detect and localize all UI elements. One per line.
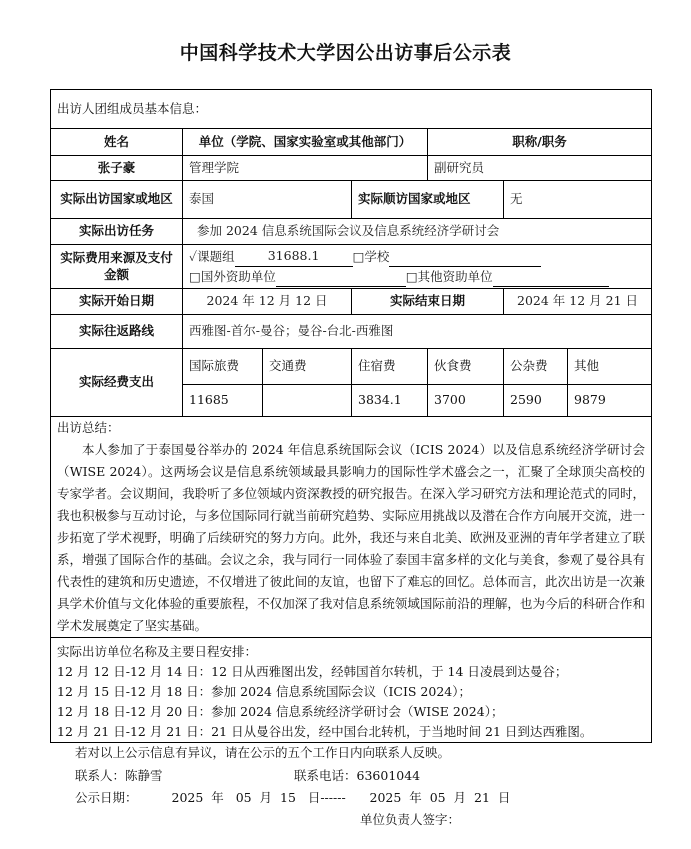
expense-header: 国际旅费 <box>183 349 263 385</box>
unit-column-header: 单位（学院、国家实验室或其他部门） <box>183 129 428 156</box>
expense-value: 9879 <box>568 385 652 417</box>
start-date-value: 2024 年 12 月 12 日 <box>183 289 352 315</box>
contact-name: 陈静雪 <box>125 768 163 783</box>
position-column-header: 职称/职务 <box>428 129 652 156</box>
project-label: 课题组 <box>197 249 235 264</box>
phone-line <box>294 766 420 784</box>
date-label: 公示日期： <box>75 790 138 805</box>
expense-header: 交通费 <box>263 349 352 385</box>
expense-value <box>263 385 352 417</box>
check-icon: ✓ <box>189 249 198 264</box>
actual-country-label: 实际出访国家或地区 <box>51 181 183 219</box>
checkbox-foreign: □ <box>189 269 201 284</box>
project-amount: 31688.1 <box>235 246 353 267</box>
schedule-item: 12 月 18 日-12 月 20 日：参加 2024 信息系统经济学研讨会（WISE 2024）； <box>57 704 504 719</box>
route-value: 西雅图-首尔-曼谷；曼谷-台北-西雅图 <box>183 315 652 349</box>
expense-header: 住宿费 <box>352 349 428 385</box>
actual-country-value: 泰国 <box>183 181 352 219</box>
foreign-label: 国外资助单位 <box>200 269 276 284</box>
expense-value: 2590 <box>504 385 568 417</box>
transit-country-value: 无 <box>504 181 652 219</box>
person-unit: 管理学院 <box>183 156 428 181</box>
summary-section <box>51 417 652 638</box>
date-range: 2025 年 05 月 15 日------ 2025 年 05 月 21 日 <box>171 790 511 805</box>
expense-header: 其他 <box>568 349 652 385</box>
contact-line <box>75 766 163 784</box>
checkbox-other: □ <box>405 269 418 284</box>
disclosure-form <box>50 89 652 743</box>
funding-sources <box>183 245 652 289</box>
transit-country-label: 实际顺访国家或地区 <box>352 181 504 219</box>
signature-label: 单位负责人签字： <box>360 812 461 827</box>
schedule-header: 实际出访单位名称及主要日程安排： <box>57 644 258 659</box>
start-date-label: 实际开始日期 <box>51 289 183 315</box>
task-label: 实际出访任务 <box>51 219 183 245</box>
summary-header: 出访总结： <box>57 420 120 435</box>
foreign-amount-blank <box>276 286 406 287</box>
end-date-value: 2024 年 12 月 21 日 <box>504 289 652 315</box>
members-header: 出访人团组成员基本信息： <box>51 90 652 129</box>
expense-value: 3834.1 <box>352 385 428 417</box>
summary-text: 本人参加了于泰国曼谷举办的 2024 年信息系统国际会议（ICIS 2024）以及信息系统经济学研讨会（WISE 2024）。这两场会议是信息系统领域最具影响力的国际性学术盛会之一，汇聚了全球顶尖高校的专家学者。会议期间，我聆听了多位领域内资深教授的研究报告。在深入学习研究方法和理论范式的同时，我也积极参与互动讨论，与多位国际同行就当前研究趋势、实际应用挑战以及潜在合作方向展开交流，进一步拓宽了学术视野，明确了后续研究的努力方向。此外，我还与来自北美、欧洲及亚洲的青年学者建立了联系，增强了国际合作的基础。会议之余，我与同行一同体验了泰国丰富多样的文化与美食，参观了曼谷具有代表性的建筑和历史遗迹，不仅增进了彼此间的友谊，也留下了难忘的回忆。总体而言，此次出访是一次兼具学术价值与文化体验的重要旅程，不仅加深了我对信息系统领域国际前沿的理解，也为今后的科研合作和学术发展奠定了坚实基础。 <box>57 442 646 633</box>
objection-notice: 若对以上公示信息有异议，请在公示的五个工作日内向联系人反映。 <box>75 745 451 760</box>
schedule-item: 12 月 15 日-12 月 18 日：参加 2024 信息系统国际会议（ICIS 2024）； <box>57 684 471 699</box>
expense-header: 公杂费 <box>504 349 568 385</box>
schedule-item: 12 月 12 日-12 月 14 日：12 日从西雅图出发，经韩国首尔转机，于 14 日凌晨到达曼谷； <box>57 664 568 679</box>
expense-value: 11685 <box>183 385 263 417</box>
schedule-item: 12 月 21 日-12 月 21 日：21 日从曼谷出发，经中国台北转机，于当地时间 21 日到达西雅图。 <box>57 724 593 739</box>
phone-label: 联系电话： <box>294 768 357 783</box>
expense-value: 3700 <box>428 385 504 417</box>
other-label: 其他资助单位 <box>417 269 493 284</box>
person-name: 张子豪 <box>51 156 183 181</box>
task-value: 参加 2024 信息系统国际会议及信息系统经济学研讨会 <box>183 219 652 245</box>
checkbox-school: □ <box>352 249 365 264</box>
contact-label: 联系人： <box>75 768 126 783</box>
page-title: 中国科学技术大学因公出访事后公示表 <box>179 42 512 64</box>
expense-label: 实际经费支出 <box>51 349 183 417</box>
date-line <box>75 788 510 806</box>
schedule-section <box>51 638 652 743</box>
person-position: 副研究员 <box>428 156 652 181</box>
end-date-label: 实际结束日期 <box>352 289 504 315</box>
expense-header: 伙食费 <box>428 349 504 385</box>
other-amount-blank <box>493 286 609 287</box>
name-column-header: 姓名 <box>51 129 183 156</box>
school-label: 学校 <box>364 249 390 264</box>
funding-label: 实际费用来源及支付金额 <box>51 245 183 289</box>
phone-number: 63601044 <box>356 768 421 783</box>
route-label: 实际往返路线 <box>51 315 183 349</box>
